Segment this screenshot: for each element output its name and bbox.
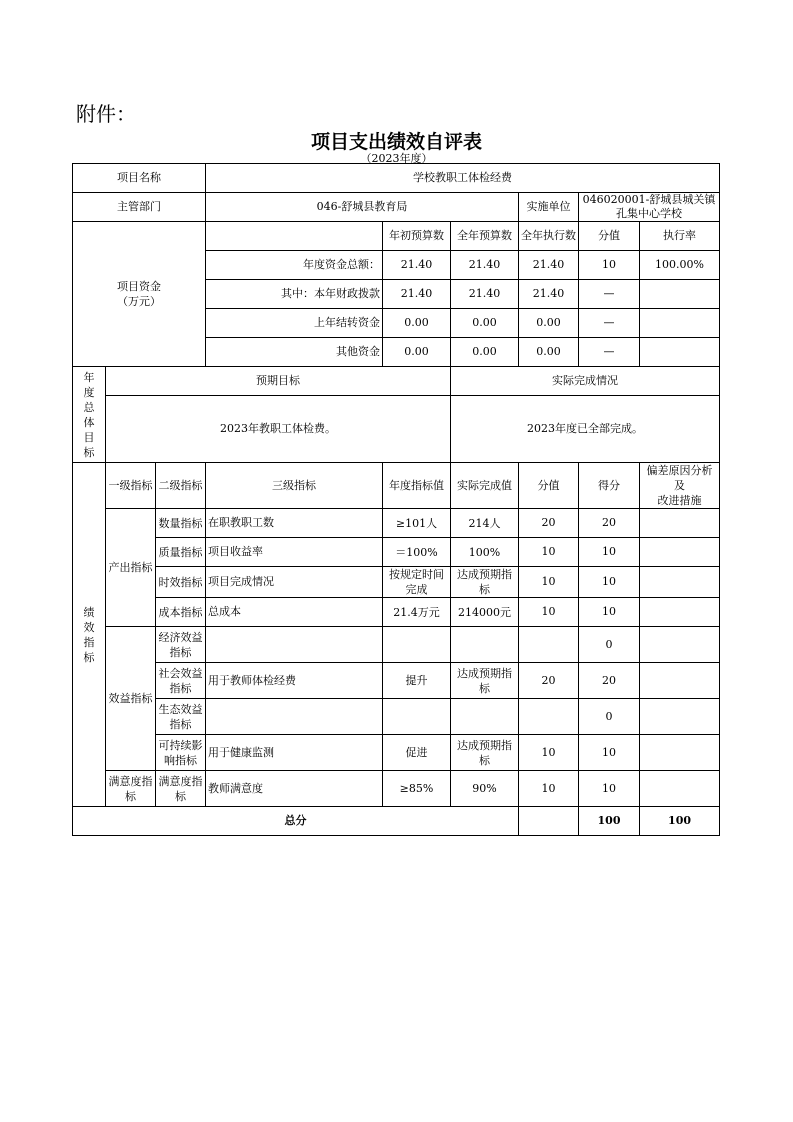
funds-row-label: 年度资金总额：: [206, 251, 383, 280]
row-goals-body: [73, 396, 720, 463]
funds-header-cell: 全年执行数: [519, 222, 579, 251]
funds-cell: 0.00: [383, 309, 451, 338]
funds-cell: [640, 338, 720, 367]
funds-header-cell: 执行率: [640, 222, 720, 251]
l2-indicator: 成本指标: [156, 598, 206, 627]
funds-header-cell: 分值: [579, 222, 640, 251]
total-got: 100: [640, 807, 720, 836]
year-note: （2023年度）: [360, 152, 433, 165]
row-funds-header: [73, 222, 720, 251]
funds-label: 项目资金 （万元）: [73, 222, 206, 367]
row-department: [73, 193, 720, 222]
actual-value: 100%: [451, 538, 519, 567]
actual-value: 达成预期指 标: [451, 735, 519, 771]
total-blank: [519, 807, 579, 836]
l2-indicator: 可持续影 响指标: [156, 735, 206, 771]
dept-label: 主管部门: [73, 193, 206, 222]
row-indicator: [73, 663, 720, 699]
score-value: 10: [519, 538, 579, 567]
funds-cell: —: [579, 309, 640, 338]
perf-header-cell: 一级指标: [106, 463, 156, 509]
funds-cell: —: [579, 280, 640, 309]
note-value: [640, 538, 720, 567]
l3-indicator: [206, 699, 383, 735]
score-value: 10: [519, 567, 579, 598]
row-project-name: [73, 164, 720, 193]
l2-indicator: 满意度指 标: [156, 771, 206, 807]
l2-indicator: 质量指标: [156, 538, 206, 567]
output-label: 产出指标: [106, 509, 156, 627]
self-evaluation-table: [72, 163, 720, 836]
funds-cell: 21.40: [519, 251, 579, 280]
l3-indicator: 项目收益率: [206, 538, 383, 567]
actual-value: 达成预期指 标: [451, 567, 519, 598]
perf-label: 绩 效 指 标: [73, 463, 106, 807]
funds-cell: 21.40: [451, 251, 519, 280]
row-indicator: [73, 598, 720, 627]
score-value: 20: [519, 509, 579, 538]
row-indicator: [73, 567, 720, 598]
row-indicator: [73, 627, 720, 663]
funds-cell: 100.00%: [640, 251, 720, 280]
got-value: 10: [579, 567, 640, 598]
note-value: [640, 627, 720, 663]
funds-cell: [640, 309, 720, 338]
note-value: [640, 771, 720, 807]
row-indicator: [73, 771, 720, 807]
got-value: 0: [579, 699, 640, 735]
got-value: 0: [579, 627, 640, 663]
funds-cell: 21.40: [451, 280, 519, 309]
perf-header-cell: 二级指标: [156, 463, 206, 509]
score-value: 20: [519, 663, 579, 699]
got-value: 10: [579, 538, 640, 567]
funds-row-label: 其中：本年财政拨款: [206, 280, 383, 309]
actual-value: [451, 699, 519, 735]
row-indicator: [73, 538, 720, 567]
total-label: 总分: [73, 807, 519, 836]
funds-cell: 0.00: [451, 309, 519, 338]
l3-indicator: 在职教职工数: [206, 509, 383, 538]
target-value: ＝100%: [383, 538, 451, 567]
note-value: [640, 699, 720, 735]
row-goals-header: [73, 367, 720, 396]
perf-header-cell: 偏差原因分析及 改进措施: [640, 463, 720, 509]
note-value: [640, 663, 720, 699]
funds-cell: 0.00: [519, 309, 579, 338]
funds-row-label: 上年结转资金: [206, 309, 383, 338]
actual-value: 214000元: [451, 598, 519, 627]
row-indicator: [73, 735, 720, 771]
funds-row-label: 其他资金: [206, 338, 383, 367]
project-name-label: 项目名称: [73, 164, 206, 193]
total-score: 100: [579, 807, 640, 836]
l3-indicator: 项目完成情况: [206, 567, 383, 598]
row-perf-header: [73, 463, 720, 509]
dept-value: 046-舒城县教育局: [206, 193, 519, 222]
funds-cell: 0.00: [519, 338, 579, 367]
score-value: 10: [519, 735, 579, 771]
funds-cell: 21.40: [519, 280, 579, 309]
target-value: ≥101人: [383, 509, 451, 538]
l2-indicator: 数量指标: [156, 509, 206, 538]
goals-expected-header: 预期目标: [106, 367, 451, 396]
got-value: 10: [579, 598, 640, 627]
target-value: 促进: [383, 735, 451, 771]
l3-indicator: 用于教师体检经费: [206, 663, 383, 699]
page-title: 项目支出绩效自评表: [310, 131, 482, 153]
target-value: 按规定时间 完成: [383, 567, 451, 598]
perf-header-cell: 实际完成值: [451, 463, 519, 509]
attachment-label: 附件：: [76, 102, 136, 126]
target-value: [383, 627, 451, 663]
perf-header-cell: 三级指标: [206, 463, 383, 509]
row-total: [73, 807, 720, 836]
score-value: 10: [519, 771, 579, 807]
goals-actual-text: 2023年度已全部完成。: [451, 396, 720, 463]
funds-header-cell: 年初预算数: [383, 222, 451, 251]
perf-header-cell: 分值: [519, 463, 579, 509]
actual-value: 214人: [451, 509, 519, 538]
satisfaction-label: 满意度指 标: [106, 771, 156, 807]
funds-cell: 21.40: [383, 251, 451, 280]
l2-indicator: 时效指标: [156, 567, 206, 598]
l3-indicator: 教师满意度: [206, 771, 383, 807]
perf-header-cell: 年度指标值: [383, 463, 451, 509]
note-value: [640, 735, 720, 771]
l3-indicator: 用于健康监测: [206, 735, 383, 771]
goals-expected-text: 2023年教职工体检费。: [106, 396, 451, 463]
funds-cell: 0.00: [383, 338, 451, 367]
target-value: [383, 699, 451, 735]
row-indicator: [73, 699, 720, 735]
score-value: [519, 627, 579, 663]
goals-label: 年 度 总 体 目 标: [73, 367, 106, 463]
got-value: 10: [579, 735, 640, 771]
impl-value: 046020001-舒城县城关镇孔集中心学校: [579, 193, 720, 222]
perf-header-cell: 得分: [579, 463, 640, 509]
note-value: [640, 509, 720, 538]
funds-header-cell: 全年预算数: [451, 222, 519, 251]
l3-indicator: 总成本: [206, 598, 383, 627]
actual-value: 达成预期指 标: [451, 663, 519, 699]
goals-actual-header: 实际完成情况: [451, 367, 720, 396]
funds-cell: 21.40: [383, 280, 451, 309]
note-value: [640, 567, 720, 598]
score-value: [519, 699, 579, 735]
got-value: 20: [579, 509, 640, 538]
score-value: 10: [519, 598, 579, 627]
row-indicator: [73, 509, 720, 538]
l2-indicator: 生态效益 指标: [156, 699, 206, 735]
got-value: 10: [579, 771, 640, 807]
note-value: [640, 598, 720, 627]
funds-blank-header: [206, 222, 383, 251]
benefit-label: 效益指标: [106, 627, 156, 771]
project-name-value: 学校教职工体检经费: [206, 164, 720, 193]
target-value: 21.4万元: [383, 598, 451, 627]
target-value: ≥85%: [383, 771, 451, 807]
l3-indicator: [206, 627, 383, 663]
got-value: 20: [579, 663, 640, 699]
funds-cell: [640, 280, 720, 309]
actual-value: [451, 627, 519, 663]
impl-label: 实施单位: [519, 193, 579, 222]
actual-value: 90%: [451, 771, 519, 807]
target-value: 提升: [383, 663, 451, 699]
l2-indicator: 经济效益 指标: [156, 627, 206, 663]
l2-indicator: 社会效益 指标: [156, 663, 206, 699]
funds-cell: —: [579, 338, 640, 367]
funds-cell: 10: [579, 251, 640, 280]
funds-cell: 0.00: [451, 338, 519, 367]
